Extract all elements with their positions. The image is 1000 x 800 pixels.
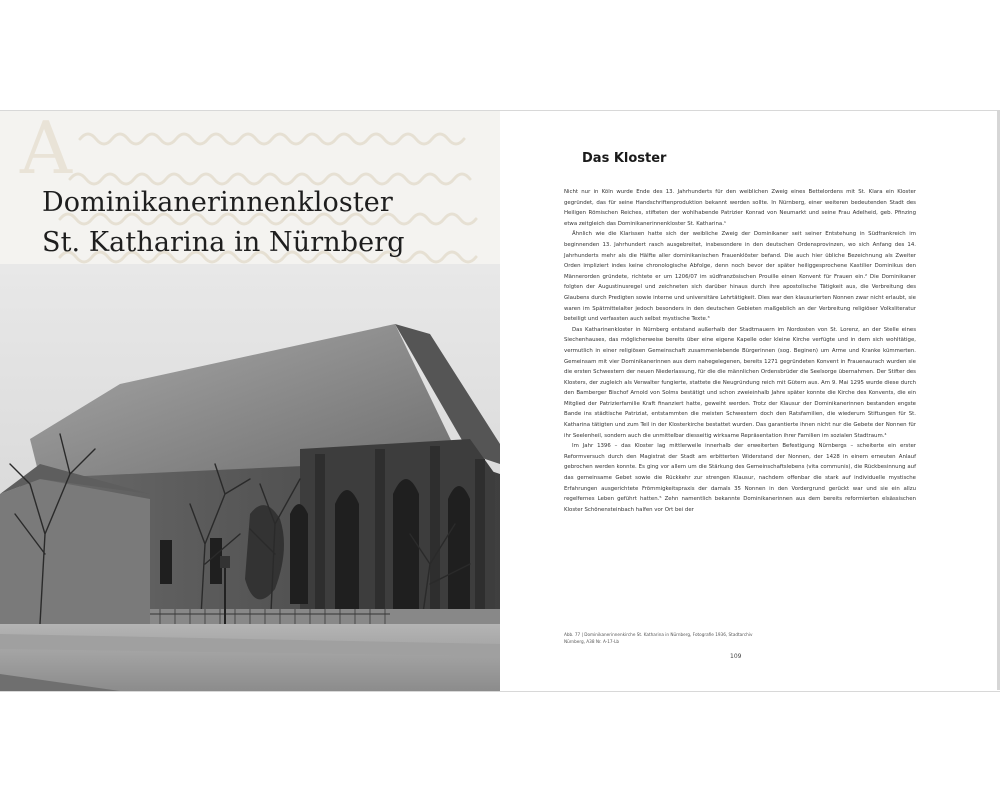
chapter-title-line-2: St. Katharina in Nürnberg (42, 227, 405, 258)
paragraph: Nicht nur in Köln wurde Ende des 13. Jahrhunderts für den weiblichen Zweig eines Bettelordens mit St. Klara ein Kloster gegründet, das für seine Handschriftenproduktion bekannt werden sollte. In Nürnberg, einer weiteren bedeutenden Stadt des Heiligen Römischen Reiches, stifteten der wohlhabende Patrizier Konrad von Neumarkt und seine Frau Adelheid, geb. Pfinzing etwa zeitgleich das Dominikanerinnenkloster St. Katharina.¹ (564, 189, 916, 227)
paragraph: Im Jahr 1396 – das Kloster lag mittlerweile innerhalb der erweiterten Befestigung Nürnbergs – scheiterte ein erster Reformversuch durch den Magistrat der Stadt am erbitterten Widerstand der Nonnen, der 1428 in einem erneuten Anlauf gebrochen werden konnte. Es ging vor allem um die Stärkung des Gemeinschaftslebens (vita communis), die Rückbesinnung auf das gemeinsame Gebet sowie die Rückkehr zur strengen Klausur, nachdem offenbar die stark auf individuelle mystische Erfahrungen ausgerichtete Frömmigkeitspraxis der damals 35 Nonnen in den Vordergrund gerückt war und sie ein allzu regelfernes Leben geführt hatten.⁵ Zehn namentlich bekannte Dominikanerinnen aus dem bereits reformierten elsässischen Kloster Schönensteinbach halfen vor Ort bei der (564, 443, 916, 513)
section-heading: Das Kloster (582, 151, 667, 166)
page-number: 109 (730, 653, 742, 660)
church-photograph (0, 264, 500, 691)
figure-caption: Abb. 77 | Dominikanerinnenkirche St. Katharina in Nürnberg, Fotografie 1936, Stadtarchiv Nürnberg, A38 Nr. A-17-Lb (564, 632, 753, 644)
body-text (564, 187, 916, 515)
book-spread (0, 110, 1000, 692)
paragraph: Ähnlich wie die Klarissen hatte sich der weibliche Zweig der Dominikaner seit seiner Entstehung in Südfrankreich im beginnenden 13. Jahrhundert rasch ausgebreitet, insbesondere in den deutschen Ordensprovinzen, wo sich Anfang des 14. Jahrhunderts mehr als die Hälfte aller dominikanischen Frauenklöster befand. Die auch hier übliche Bezeichnung als Zweiter Orden impliziert indes keine chronologische Abfolge, denn noch bevor der später heiliggesprochene Kastilier Dominikus den Männerorden gründete, richtete er um 1206/07 im südfranzösischen Prouille einen Konvent für Frauen ein.² Die Dominikaner folgten der Augustinusregel und zeichneten sich darüber hinaus durch ihre apostolische Tätigkeit aus, die Verbreitung des Glaubens durch Predigten sowie interne und universitäre Lehrtätigkeit. Dies war den klausurierten Nonnen zwar nicht erlaubt, sie waren im Spätmittelalter jedoch besonders in den deutschen Gebieten maßgeblich an der Verbreitung religiöser Volksliteratur beteiligt und verfassten auch selbst mystische Texte.³ (564, 231, 916, 323)
chapter-title-line-1: Dominikanerinnenkloster (42, 187, 393, 218)
right-page (500, 111, 1000, 691)
left-page (0, 111, 500, 691)
chapter-title (42, 183, 405, 263)
paragraph: Das Katharinenkloster in Nürnberg entstand außerhalb der Stadtmauern im Nordosten von St. Lorenz, an der Stelle eines Siechenhauses, das möglicherweise bereits über eine eigene Kapelle oder kleine Kirche verfügte und in dem sich wohltätige, vermutlich in einer religiösen Gemeinschaft zusammenlebende Bürgerinnen (sog. Beginen) um Arme und Kranke kümmerten. Gemeinsam mit vier Dominikanerinnen aus dem nahegelegenen, bereits 1271 gegründeten Konvent in Frauenaurach wurden sie die ersten Schwestern der neuen Niederlassung, für die die männlichen Ordensbrüder die Seelsorge übernahmen. Der Stifter des Klosters, der zugleich als Verwalter fungierte, stattete die Neugründung reich mit Gütern aus. Am 9. Mai 1295 wurde diese durch den Bamberger Bischof Arnold von Solms bestätigt und schon zweieinhalb Jahre später konnte die Kirche des Konvents, die ein Mitglied der Patrizierfamilie Kraft finanziert hatte, geweiht werden. Trotz der Klausur der Dominikanerinnen bestanden engste Bande ins städtische Patriziat, entstammten die meisten Schwestern doch den Ratsfamilien, die wiederum Stiftungen für St. Katharina tätigten und zum Teil in der Klosterkirche bestattet wurden. Das garantierte ihnen nicht nur die Gebete der Nonnen für ihr Seelenheil, sondern auch die unmittelbar diesseitig wirksame Repräsentation ihrer Familien im sozialen Stadtraum.⁴ (564, 326, 916, 439)
svg-text:A: A (20, 111, 72, 190)
